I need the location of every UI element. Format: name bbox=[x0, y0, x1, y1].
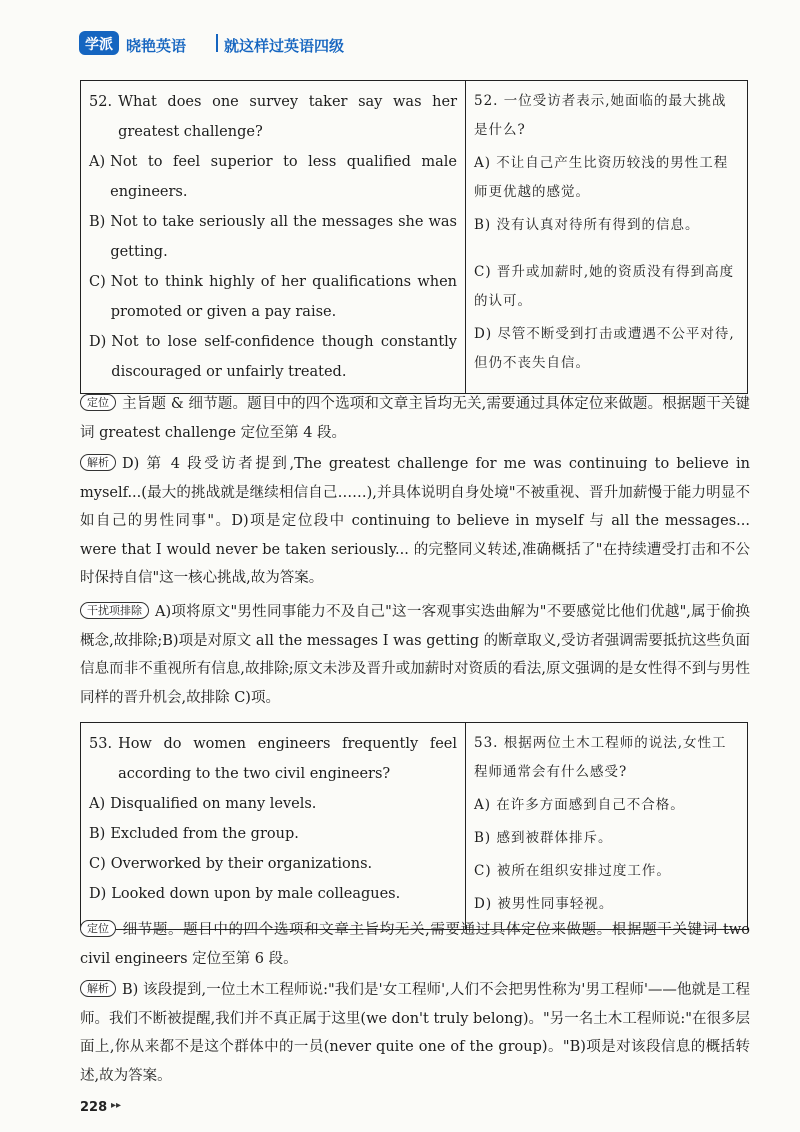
page-number: 228 bbox=[80, 1100, 108, 1115]
q53-question: 53. How do women engineers frequently feel according to the two civil engineers? bbox=[89, 736, 457, 782]
q53-english-cell bbox=[81, 723, 466, 930]
q52-zh-option-d: D) 尽管不断受到打击或遭遇不公平对待,但仍不丧失自信。 bbox=[474, 326, 735, 371]
q52-option-b: B) Not to take seriously all the messages she was getting. bbox=[89, 214, 457, 260]
q53-option-c: C) Overworked by their organizations. bbox=[89, 856, 373, 872]
explain-tag: 解析 bbox=[80, 980, 116, 997]
q52-option-d: D) Not to lose self-confidence though constantly discouraged or unfairly treated. bbox=[89, 334, 457, 380]
q53-option-a: A) Disqualified on many levels. bbox=[89, 796, 317, 812]
q52-exclude-paragraph: 干扰项排除 A)项将原文"男性同事能力不及自己"这一客观事实迭曲解为"不要感觉比他们优越",属于偷换概念,故排除;B)项是对原文 all the messages I was getting 的断章取义,受访者强调需要抵抗这些负面信息而非不重视所有信息,故排除;原文未涉及晋升或加薪时对资质的看法,原文强调的是女性得不到与男性同样的晋升机会,故排除 C)项。 bbox=[80, 604, 750, 706]
q52-chinese-cell bbox=[466, 81, 748, 394]
q53-option-d: D) Looked down upon by male colleagues. bbox=[89, 886, 401, 902]
q52-locate-paragraph: 定位 主旨题 & 细节题。题目中的四个选项和文章主旨均无关,需要通过具体定位来做题。根据题干关键词 greatest challenge 定位至第 4 段。 bbox=[80, 396, 750, 441]
q53-zh-option-a: A) 在许多方面感到自己不合格。 bbox=[474, 797, 685, 813]
q52-zh-option-a: A) 不让自己产生比资历较浅的男性工程师更优越的感觉。 bbox=[474, 155, 729, 200]
q52-option-a: A) Not to feel superior to less qualified male engineers. bbox=[89, 154, 457, 200]
q52-option-c: C) Not to think highly of her qualifications when promoted or given a pay raise. bbox=[89, 274, 457, 320]
q52-question: 52. What does one survey taker say was her greatest challenge? bbox=[89, 94, 457, 140]
q52-explain-paragraph: 解析 D) 第 4 段受访者提到,The greatest challenge for me was continuing to believe in myself...(最大的挑战就是继续相信自己……),并具体说明自身处境"不被重视、晋升加薪慢于能力明显不如自己的男性同事"。D)项是定位段中 continuing to believe in myself 与 all the messages... were that I would never be taken seriously... 的完整同义转述,准确概括了"在持续遭受打击和不公时保持自信"这一核心挑战,故为答案。 bbox=[80, 456, 750, 586]
q53-zh-question: 53. 根据两位土木工程师的说法,女性工程师通常会有什么感受? bbox=[474, 735, 727, 780]
page-header bbox=[78, 28, 758, 62]
q53-zh-option-d: D) 被男性同事轻视。 bbox=[474, 896, 614, 912]
q53-zh-option-b: B) 感到被群体排斥。 bbox=[474, 830, 613, 846]
locate-tag: 定位 bbox=[80, 394, 116, 411]
q53-locate-paragraph: 定位 细节题。题目中的四个选项和文章主旨均无关,需要通过具体定位来做题。根据题干关键词 two civil engineers 定位至第 6 段。 bbox=[80, 922, 750, 967]
explain-tag: 解析 bbox=[80, 454, 116, 471]
locate-tag: 定位 bbox=[80, 920, 116, 937]
q52-zh-option-c: C) 晋升或加薪时,她的资质没有得到高度的认可。 bbox=[474, 264, 735, 309]
q53-explain-paragraph: 解析 B) 该段提到,一位土木工程师说:"我们是'女工程师',人们不会把男性称为'男工程师'——他就是工程师。我们不断被提醒,我们并不真正属于这里(we don't truly belong)。"另一名土木工程师说:"在很多层面上,你从来都不是这个群体中的一员(never quite one of the group)。"B)项是对该段信息的概括转述,故为答案。 bbox=[80, 982, 750, 1084]
q53-option-b: B) Excluded from the group. bbox=[89, 826, 299, 842]
svg-text:学派: 学派 bbox=[85, 37, 113, 53]
header-divider bbox=[216, 34, 218, 52]
question-52-table bbox=[80, 80, 748, 394]
q52-zh-option-b: B) 没有认真对待所有得到的信息。 bbox=[474, 217, 700, 233]
page-arrow-icon: ▸▸ bbox=[111, 1100, 122, 1111]
q53-chinese-cell bbox=[466, 723, 748, 930]
exclude-tag: 干扰项排除 bbox=[80, 602, 149, 619]
q52-zh-question: 52. 一位受访者表示,她面临的最大挑战是什么? bbox=[474, 93, 727, 138]
q52-english-cell bbox=[81, 81, 466, 394]
question-53-table bbox=[80, 722, 748, 930]
q53-zh-option-c: C) 被所在组织安排过度工作。 bbox=[474, 863, 671, 879]
book-title: 就这样过英语四级 bbox=[224, 37, 345, 55]
logo-icon bbox=[78, 28, 120, 58]
brand-name: 晓艳英语 bbox=[126, 37, 187, 55]
